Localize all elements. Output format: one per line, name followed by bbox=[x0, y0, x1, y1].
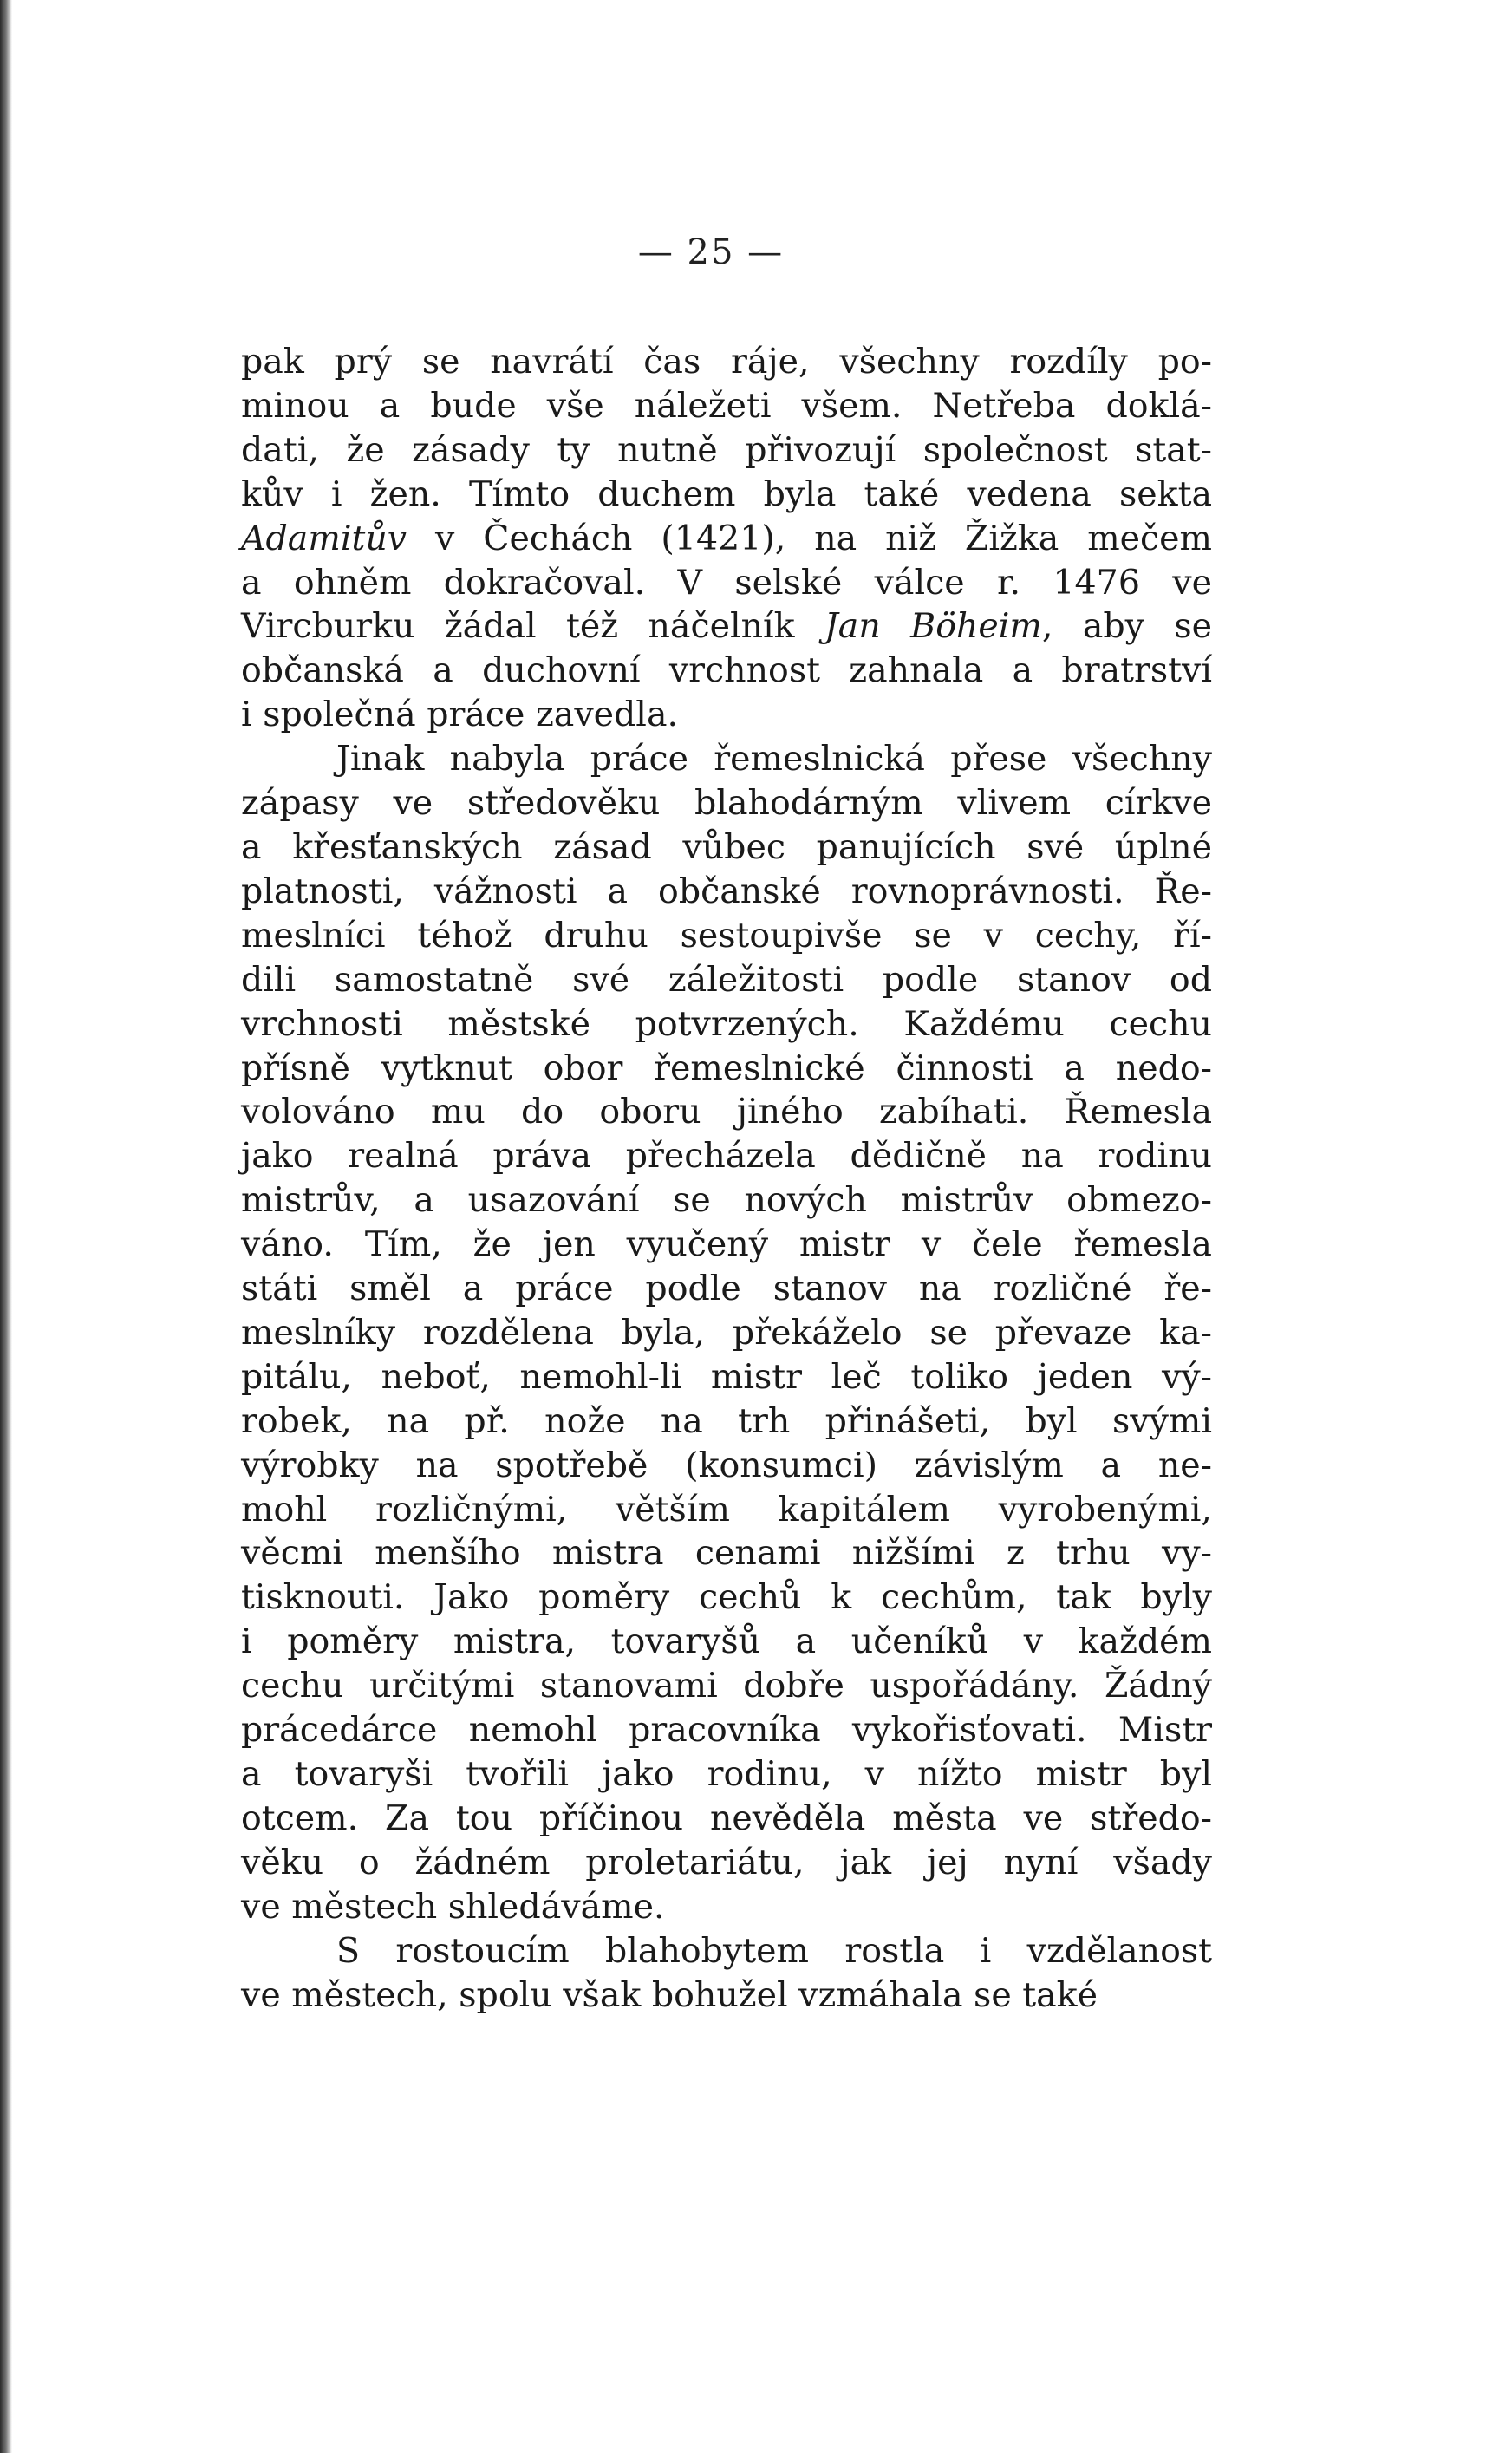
text-line: Jinak nabyla práce řemeslnická přese všechny bbox=[336, 739, 1212, 780]
text-line: ve městech, spolu však bohužel vzmáhala se také bbox=[241, 1974, 1098, 2015]
text-line: prácedárce nemohl pracovníka vykořisťovati. Mistr bbox=[241, 1710, 1212, 1751]
text-line: i poměry mistra, tovaryšů a učeníků v každém bbox=[241, 1621, 1212, 1662]
text-line: a křesťanských zásad vůbec panujících své úplné bbox=[241, 826, 1212, 867]
text-line: dati, že zásady ty nutně přivozují společnost stat- bbox=[241, 429, 1212, 470]
text-line: otcem. Za tou příčinou nevěděla města ve středo- bbox=[241, 1797, 1212, 1838]
text-line: cechu určitými stanovami dobře uspořádány. Žádný bbox=[241, 1666, 1212, 1706]
page-binding-edge bbox=[0, 0, 12, 2453]
text-line: i společná práce zavedla. bbox=[241, 695, 679, 735]
text-line: vrchnosti městské potvrzených. Každému cechu bbox=[241, 1003, 1212, 1044]
text-line: volováno mu do oboru jiného zabíhati. Řemesla bbox=[241, 1092, 1212, 1132]
text-line: pak prý se navrátí čas ráje, všechny rozdíly po- bbox=[241, 342, 1212, 382]
italic-name: Adamitův bbox=[241, 518, 407, 558]
text-line: věku o žádném proletariátu, jak jej nyní všady bbox=[241, 1842, 1212, 1882]
text-line: meslníky rozdělena byla, překáželo se převaze ka- bbox=[241, 1312, 1212, 1353]
text-line: minou a bude vše náležeti všem. Netřeba doklá- bbox=[241, 385, 1212, 426]
text-line: ve městech shledáváme. bbox=[241, 1886, 665, 1927]
text-line: pitálu, neboť, nemohl-li mistr leč toliko jeden vý- bbox=[241, 1356, 1212, 1397]
text-line: Vircburku žádal též náčelník Jan Böheim, aby se bbox=[241, 606, 1212, 647]
text-line: občanská a duchovní vrchnost zahnala a bratrství bbox=[241, 650, 1212, 691]
body-text bbox=[241, 340, 1212, 2017]
text-line: váno. Tím, že jen vyučený mistr v čele řemesla bbox=[241, 1224, 1212, 1265]
page-number: — 25 — bbox=[637, 232, 785, 272]
text-line: a tovaryši tvořili jako rodinu, v nížto mistr byl bbox=[241, 1754, 1212, 1794]
text-line: zápasy ve středověku blahodárným vlivem církve bbox=[241, 783, 1212, 824]
text-line: robek, na př. nože na trh přinášeti, byl svými bbox=[241, 1400, 1212, 1441]
text-line: platnosti, vážnosti a občanské rovnoprávnosti. Ře- bbox=[241, 871, 1212, 911]
italic-name: Jan Böheim bbox=[824, 606, 1042, 647]
text-line: jako realná práva přecházela dědičně na rodinu bbox=[241, 1136, 1212, 1177]
text-line: Adamitův v Čechách (1421), na niž Žižka mečem bbox=[241, 518, 1212, 558]
text-line: státi směl a práce podle stanov na rozličné ře- bbox=[241, 1269, 1212, 1309]
text-line: mohl rozličnými, větším kapitálem vyrobenými, bbox=[241, 1489, 1212, 1530]
text-line: přísně vytknut obor řemeslnické činnosti a nedo- bbox=[241, 1047, 1212, 1088]
text-line: výrobky na spotřebě (konsumci) závislým a ne- bbox=[241, 1445, 1212, 1485]
text-line: věcmi menšího mistra cenami nižšími z trhu vy- bbox=[241, 1533, 1212, 1574]
text-line: S rostoucím blahobytem rostla i vzdělanost bbox=[336, 1930, 1212, 1971]
text-line: tisknouti. Jako poměry cechů k cechům, tak byly bbox=[241, 1577, 1212, 1618]
text-line: dili samostatně své záležitosti podle stanov od bbox=[241, 959, 1212, 1000]
text-line: a ohněm dokračoval. V selské válce r. 1476 ve bbox=[241, 562, 1212, 603]
text-line: meslníci téhož druhu sestoupivše se v cechy, ří- bbox=[241, 915, 1212, 956]
text-line: mistrův, a usazování se nových mistrův obmezo- bbox=[241, 1180, 1212, 1221]
text-line: kův i žen. Tímto duchem byla také vedena sekta bbox=[241, 473, 1212, 514]
